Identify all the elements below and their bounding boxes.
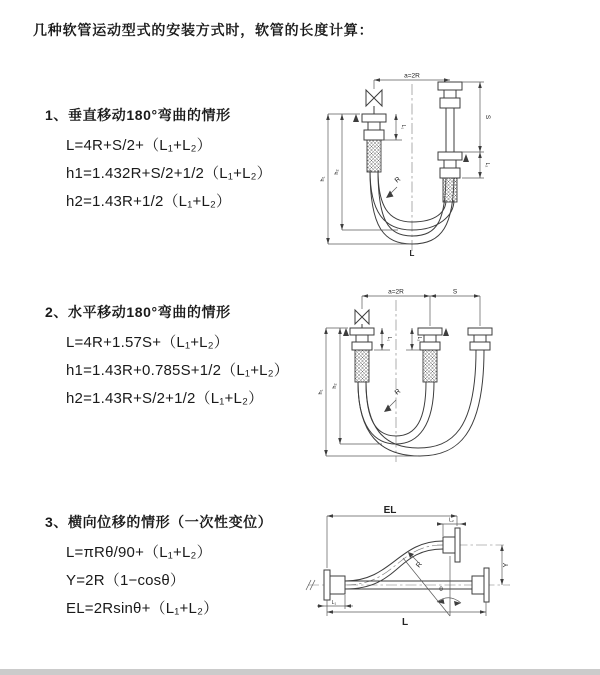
formula-h1: h1=1.432R+S/2+1/2（L₁+L₂） (66, 165, 272, 182)
formula-list (66, 329, 289, 413)
movement-arrow-right (463, 154, 469, 162)
formula-h1: h1=1.43R+0.785S+1/2（L₁+L₂） (66, 362, 289, 379)
diagram-vertical-bend (312, 66, 560, 258)
flange-fitting-right-upper (438, 82, 462, 108)
dim-label-radius: R (415, 560, 424, 570)
formula-h2: h2=1.43R+1/2（L₁+L₂） (66, 193, 232, 210)
flange-fitting-right-lower (438, 152, 462, 202)
dimension-fitting-upper (437, 518, 466, 537)
movement-arrow-left (343, 328, 349, 336)
valve-icon (355, 310, 369, 328)
movement-arrow-left (353, 114, 359, 122)
dimension-length (327, 600, 486, 628)
dim-label-length: L (401, 617, 409, 628)
dim-label-fitting-left: L₁ (386, 336, 392, 342)
angle-construction (403, 556, 461, 616)
formula-length: L=πRθ/90+（L₁+L₂） (66, 544, 212, 561)
page-edge-shadow (0, 669, 600, 675)
formula-el: EL=2Rsinθ+（L₁+L₂） (66, 600, 219, 617)
dim-label-fitting-right: L₂ (484, 162, 490, 168)
dim-label-radius: R (393, 175, 403, 185)
formula-list (66, 539, 272, 623)
flange-left (324, 570, 345, 600)
formula-length: L=4R+S/2+（L₁+L₂） (66, 137, 212, 154)
radius-callout (384, 388, 402, 412)
formula-h2: h2=1.43R+S/2+1/2（L₁+L₂） (66, 390, 264, 407)
dim-label-fitting-left: L₁ (400, 124, 406, 130)
dimension-stroke (462, 82, 491, 152)
flange-fitting-right (468, 328, 492, 350)
braid-section (423, 350, 437, 382)
dim-label-h2: h₂ (334, 169, 340, 175)
formula-list (66, 132, 272, 216)
dimension-fitting-left (374, 328, 392, 350)
flange-upper-displaced (443, 528, 460, 562)
dim-label-fitting-right: L₂ (449, 517, 454, 524)
radius-callout (386, 176, 402, 198)
hose-displaced-position (345, 541, 443, 589)
dim-label-y: Y (503, 562, 510, 568)
dim-label-el: EL (383, 505, 397, 516)
flange-fitting-left (350, 328, 374, 382)
braid-section (355, 350, 369, 382)
diagram-lateral-displacement (300, 500, 555, 640)
braid-section (443, 178, 457, 202)
dim-label-radius: R (393, 387, 403, 397)
dim-label-h2: h₂ (332, 383, 338, 389)
hose-position-2 (358, 350, 484, 456)
section-heading: 3、横向位移的情形（一次性变位） (45, 514, 273, 530)
movement-arrow-right (443, 328, 449, 336)
dimension-fitting-left (317, 595, 353, 609)
dim-label-fitting-left: L₁ (331, 600, 337, 606)
valve-icon (366, 90, 382, 114)
dim-label-stroke: S (484, 114, 491, 120)
section-horizontal-movement (45, 302, 289, 413)
dimension-el (327, 505, 457, 568)
dim-label-span: a=2R (388, 288, 404, 296)
section-lateral-displacement (45, 512, 272, 623)
dim-label-h1: h₁ (320, 176, 326, 182)
dimension-y (500, 545, 510, 585)
flange-fitting-left (362, 114, 386, 172)
formula-y: Y=2R（1−cosθ） (66, 572, 186, 589)
diagram-horizontal-bend (310, 284, 578, 466)
page-title: 几种软管运动型式的安装方式时，软管的长度计算： (33, 22, 374, 38)
dim-label-angle: θ (439, 586, 443, 593)
dim-label-h1: h₁ (318, 389, 324, 395)
braid-section (367, 140, 381, 172)
dim-label-length: L (409, 249, 415, 258)
dim-label-stroke: S (452, 288, 458, 296)
section-vertical-movement (45, 105, 272, 216)
flange-right-original (472, 568, 489, 602)
section-heading: 2、水平移动180°弯曲的情形 (45, 304, 231, 320)
formula-length: L=4R+1.57S+（L₁+L₂） (66, 334, 229, 351)
dim-label-fitting-mid: L₂ (416, 336, 422, 342)
dim-label-span: a=2R (404, 72, 420, 80)
dimension-stroke (430, 289, 480, 327)
section-heading: 1、垂直移动180°弯曲的情形 (45, 107, 231, 123)
